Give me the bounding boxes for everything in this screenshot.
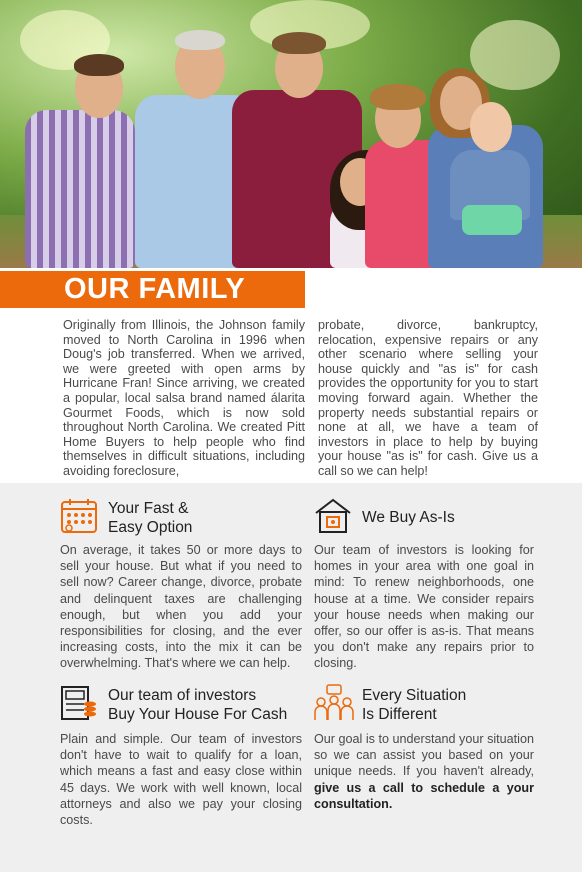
intro-column-left: Originally from Illinois, the Johnson family moved to North Carolina in 1996 when Doug's job transferred. When we arrived, we were greeted with open arms by Hurricane Fran! Since arriving, we created a popular, local salsa brand named álarita Gourmet Foods, which is now sold throughout North Carolina. We created Pitt Home Buyers to help people who find themselves in difficult situations, including avoiding foreclosure, xyxy=(63,318,305,478)
cash-text: Plain and simple. Our team of investors don't have to wait to qualify for a loan, which means a fast and easy close within 45 days. We work with well known, local attorneys and also we pay your closing costs. xyxy=(60,732,302,828)
call-to-action: give us a call to schedule a your consultation. xyxy=(314,780,534,811)
page-title: OUR FAMILY xyxy=(64,273,246,305)
situation-title: Every Situation Is Different xyxy=(362,687,467,723)
buy-as-is-title: We Buy As-Is xyxy=(362,509,455,526)
house-icon xyxy=(314,497,352,535)
family-photo xyxy=(0,0,582,268)
people-icon xyxy=(313,684,355,722)
calendar-icon xyxy=(60,497,98,535)
situation-text: Our goal is to understand your situation so we can assist you based on your unique needs. If you haven't already, give us a call to schedule a your consultation. xyxy=(314,732,534,811)
cash-register-icon xyxy=(60,684,98,722)
fast-option-title: Your Fast & Easy Option xyxy=(108,500,193,536)
buy-as-is-text: Our team of investors is looking for homes in your area with one goal in mind: To renew neighborhoods, one house at a time. We consider repairs your house needs when making our offer, so our offer is as-is. That means you don't make any repairs prior to closing. xyxy=(314,543,534,671)
intro-column-right: probate, divorce, bankruptcy, relocation, expensive repairs or any other scenario where selling your house quickly and "as is" for cash provides the opportunity for you to start moving forward again. Whether the property needs substantial repairs or none at all, we have a team of investors in place to help by buying your house "as is" for cash. Give us a call so we can help! xyxy=(318,318,538,478)
cash-title: Our team of investors Buy Your House For Cash xyxy=(108,687,288,723)
fast-option-text: On average, it takes 50 or more days to sell your house. But what if you need to sell now? Career change, divorce, probate and delinquent taxes are challenging enough, but when you add your responsibilities for closing, and the ever increasing costs, into the mix it can be overwhelming. That's where we can help. xyxy=(60,543,302,671)
